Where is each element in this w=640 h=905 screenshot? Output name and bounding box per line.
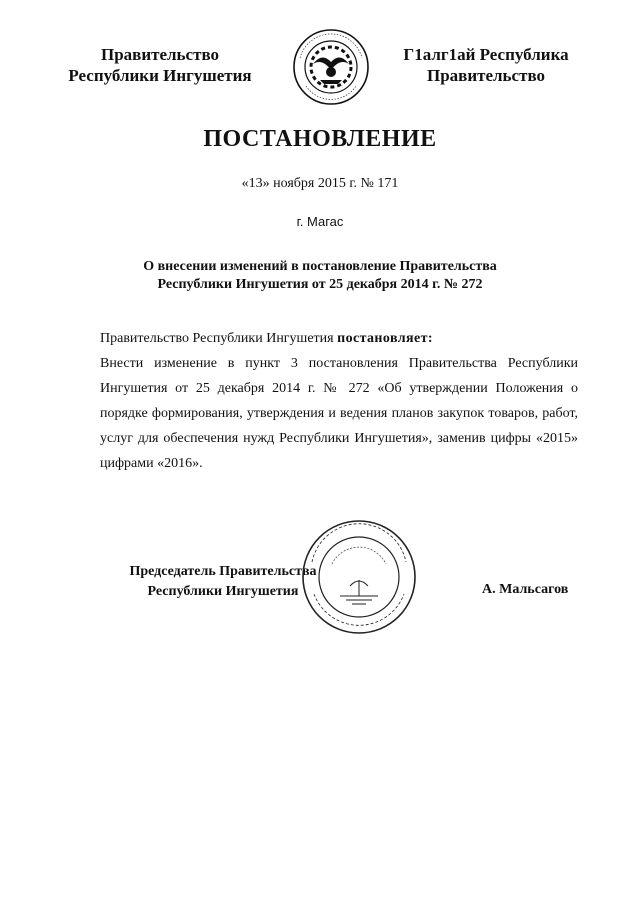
intro-decision-word: постановляет: [337, 331, 433, 346]
subject-line-1: О внесении изменений в постановление Правительства [143, 259, 497, 274]
signatory-name: А. Мальсагов [482, 582, 569, 597]
signatory-position-line-1: Председатель Правительства [129, 564, 317, 579]
issuer-ingush-line-1: Г1алг1ай Республика [403, 45, 569, 64]
issuer-line-1: Правительство [100, 45, 220, 64]
document-subject [0, 258, 640, 294]
issuer-ingush-line-2: Правительство [426, 66, 546, 85]
intro-text: Правительство Республики Ингушетия [100, 331, 338, 346]
resolution-intro [100, 326, 578, 351]
document-date-number: «13» ноября 2015 г. № 171 [241, 176, 399, 191]
document-title: ПОСТАНОВЛЕНИЕ [203, 126, 437, 152]
resolution-body: Внести изменение в пункт 3 постановления Правительства Республики Ингушетия от 25 декабря 2014 г. № 272 «Об утверждении Положения о порядке формирования, утверждения и ведения планов закупок товаров, работ, услуг для обеспечения нужд Республики Ингушетия», заменив цифры «2015» цифрами «2016». [100, 356, 578, 471]
official-stamp-icon [300, 518, 418, 636]
document-place: г. Магас [296, 214, 344, 229]
ingushetia-emblem-icon [292, 28, 370, 106]
signatory-position-line-2: Республики Ингушетия [147, 584, 299, 599]
signatory-position [118, 562, 328, 602]
subject-line-2: Республики Ингушетия от 25 декабря 2014 г. № 272 [157, 277, 483, 292]
issuer-name-russian [50, 44, 270, 86]
issuer-line-2: Республики Ингушетия [68, 66, 252, 85]
issuer-name-ingush [378, 44, 594, 86]
